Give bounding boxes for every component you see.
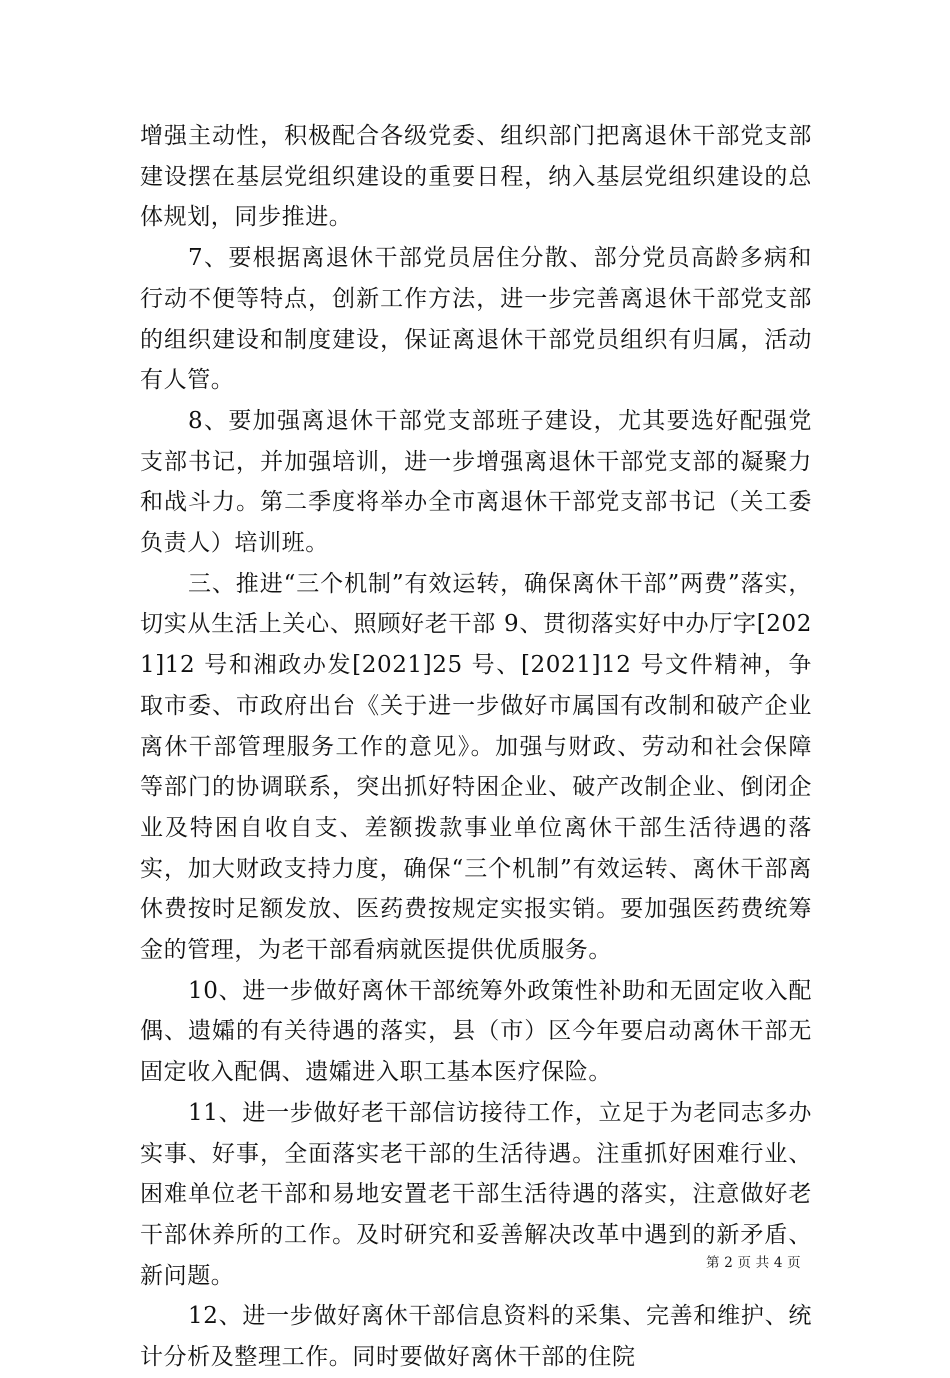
paragraph-section-3: 三、推进“三个机制”有效运转，确保离休干部”两费”落实，切实从生活上关心、照顾好老干部 9、贯彻落实好中办厅字[2021]12 号和湘政办发[2021]25 号、[2021]12 号文件精神，争取市委、市政府出台《关于进一步做好市属国有改制和破产企业离休干部管理服务工作的意见》。加强与财政、劳动和社会保障等部门的协调联系，突出抓好特困企业、破产改制企业、倒闭企业及特困自收自支、差额拨款事业单位离休干部生活待遇的落实，加大财政支持力度，确保“三个机制”有效运转、离休干部离休费按时足额发放、医药费按规定实报实销。要加强医药费统筹金的管理，为老干部看病就医提供优质服务。 [140,570,812,964]
paragraph-item-11: 11、进一步做好老干部信访接待工作，立足于为老同志多办实事、好事，全面落实老干部的生活待遇。注重抓好困难行业、困难单位老干部和易地安置老干部生活待遇的落实，注意做好老干部休养所的工作。及时研究和妥善解决改革中遇到的新矛盾、新问题。 [140,1099,812,1289]
paragraph-item-12: 12、进一步做好离休干部信息资料的采集、完善和维护、统计分析及整理工作。同时要做好离休干部的住院 [140,1303,812,1371]
paragraph-item-7: 7、要根据离退休干部党员居住分散、部分党员高龄多病和行动不便等特点，创新工作方法，进一步完善离退休干部党支部的组织建设和制度建设，保证离退休干部党员组织有归属，活动有人管。 [140,245,812,394]
page-number-footer: 第 2 页 共 4 页 [706,1255,801,1271]
document-body [140,116,812,1378]
paragraph-item-8: 8、要加强离退休干部党支部班子建设，尤其要选好配强党支部书记，并加强培训，进一步增强离退休干部党支部的凝聚力和战斗力。第二季度将举办全市离退休干部党支部书记（关工委负责人）培训班。 [140,407,812,557]
paragraph-continuation: 增强主动性，积极配合各级党委、组织部门把离退休干部党支部建设摆在基层党组织建设的重要日程，纳入基层党组织建设的总体规划，同步推进。 [140,123,812,231]
paragraph-item-10: 10、进一步做好离休干部统筹外政策性补助和无固定收入配偶、遗孀的有关待遇的落实，县（市）区今年要启动离休干部无固定收入配偶、遗孀进入职工基本医疗保险。 [140,977,812,1086]
